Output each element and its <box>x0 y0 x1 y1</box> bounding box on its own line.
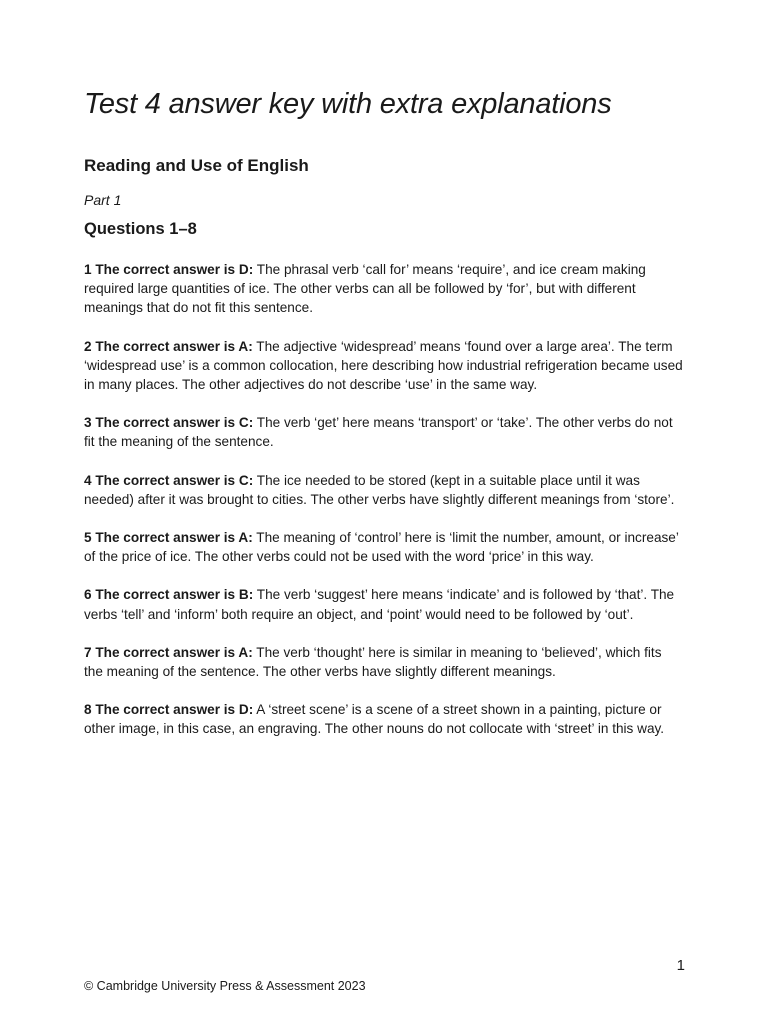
answer-lead: 7 The correct answer is A: <box>84 644 253 660</box>
answer-item <box>84 585 684 623</box>
answer-lead: 8 The correct answer is D: <box>84 702 254 718</box>
answer-lead: 2 The correct answer is A: <box>84 338 253 354</box>
questions-heading: Questions 1–8 <box>84 220 197 238</box>
answer-item <box>84 471 684 509</box>
answer-item <box>84 528 684 566</box>
part-label: Part 1 <box>84 192 122 208</box>
page-number: 1 <box>676 957 685 974</box>
answer-lead: 1 The correct answer is D: <box>84 262 254 277</box>
copyright-footer: © Cambridge University Press & Assessment 2023 <box>84 979 366 993</box>
answer-item <box>84 700 684 738</box>
answer-item <box>84 260 684 318</box>
answer-item <box>84 413 684 451</box>
answer-lead: 6 The correct answer is B: <box>84 587 254 603</box>
answer-list <box>84 260 684 758</box>
answer-text: The ice needed to be stored (kept in a suitable place until it was needed) after it was brought to cities. The other verbs have slightly different meanings from ‘store’. <box>84 472 675 507</box>
section-title: Reading and Use of English <box>84 156 309 175</box>
answer-lead: 5 The correct answer is A: <box>84 530 253 546</box>
answer-lead: 3 The correct answer is C: <box>84 415 254 431</box>
answer-text: The verb ‘get’ here means ‘transport’ or ‘take’. The other verbs do not fit the meaning of the sentence. <box>84 415 673 450</box>
answer-text: The phrasal verb ‘call for’ means ‘require’, and ice cream making required large quantities of ice. The other verbs can all be followed by ‘for’, but with different meanings that do not fit this sentence. <box>84 262 646 316</box>
answer-item <box>84 337 684 395</box>
document-title: Test 4 answer key with extra explanations <box>84 88 612 120</box>
answer-text: The verb ‘suggest’ here means ‘indicate’ and is followed by ‘that’. The verbs ‘tell’ and ‘inform’ both require an object, and ‘point’ would need to be followed by ‘out’. <box>84 587 675 622</box>
answer-text: The meaning of ‘control’ here is ‘limit the number, amount, or increase’ of the price of ice. The other verbs could not be used with the word ‘price’ in this way. <box>84 530 679 565</box>
answer-text: The verb ‘thought’ here is similar in meaning to ‘believed’, which fits the meaning of the sentence. The other verbs have slightly different meanings. <box>84 644 662 680</box>
answer-lead: 4 The correct answer is C: <box>84 472 254 488</box>
answer-text: The adjective ‘widespread’ means ‘found over a large area’. The term ‘widespread use’ is a common collocation, here describing how industrial refrigeration became used in many places. The other adjectives do not describe ‘use’ in the same way. <box>84 338 683 393</box>
answer-item <box>84 643 684 681</box>
answer-text: A ‘street scene’ is a scene of a street shown in a painting, picture or other image, in this case, an engraving. The other nouns do not collocate with ‘street’ in this way. <box>84 702 665 737</box>
